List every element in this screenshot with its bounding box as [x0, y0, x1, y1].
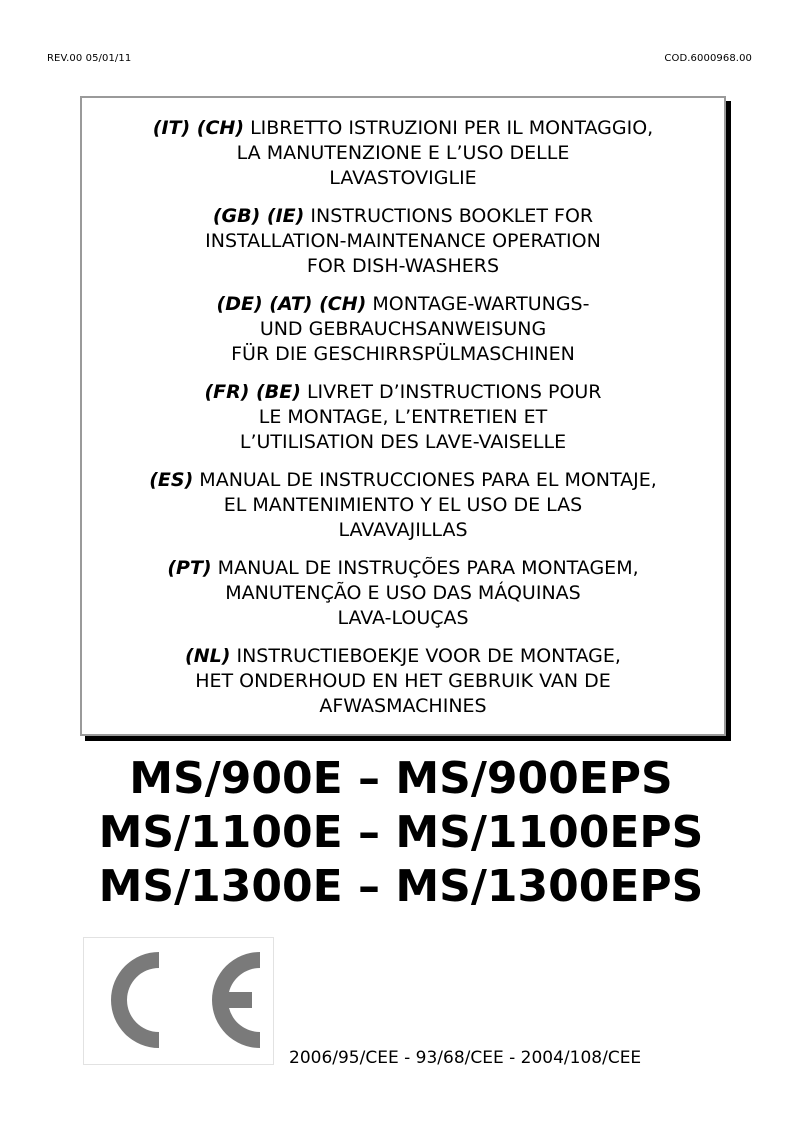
model-line: MS/900E – MS/900EPS	[129, 753, 673, 804]
lang-line: INSTALLATION-MAINTENANCE OPERATION	[205, 230, 601, 252]
lang-code: (ES)	[149, 469, 194, 491]
ce-letter-e	[212, 952, 260, 1048]
lang-line: MANUAL DE INSTRUCCIONES PARA EL MONTAJE,	[199, 469, 657, 491]
directives-list: 2006/95/CEE - 93/68/CEE - 2004/108/CEE	[289, 1048, 642, 1068]
lang-line: FOR DISH-WASHERS	[306, 255, 500, 277]
language-titles-box	[80, 96, 726, 736]
lang-block-de	[82, 292, 724, 367]
lang-line: INSTRUCTIONS BOOKLET FOR	[310, 205, 594, 227]
lang-line: MANUTENÇÃO E USO DAS MÁQUINAS	[225, 582, 581, 604]
lang-line: AFWASMACHINES	[319, 695, 487, 717]
lang-line: LAVA-LOUÇAS	[337, 607, 469, 629]
lang-line: LAVAVAJILLAS	[338, 519, 468, 541]
lang-line: MANUAL DE INSTRUÇÕES PARA MONTAGEM,	[217, 557, 639, 579]
lang-line: HET ONDERHOUD EN HET GEBRUIK VAN DE	[195, 670, 611, 692]
ce-letter-c	[111, 952, 159, 1048]
lang-line: LAVASTOVIGLIE	[329, 167, 477, 189]
lang-line: EL MANTENIMIENTO Y EL USO DE LAS	[223, 494, 583, 516]
model-list	[0, 752, 802, 914]
lang-code: (FR) (BE)	[204, 381, 301, 403]
lang-line: LA MANUTENZIONE E L’USO DELLE	[236, 142, 570, 164]
lang-code: (NL)	[185, 645, 231, 667]
lang-block-gb	[82, 204, 724, 279]
lang-code: (IT) (CH)	[152, 117, 245, 139]
lang-block-es	[82, 468, 724, 543]
lang-block-it	[82, 116, 724, 191]
lang-line: MONTAGE-WARTUNGS-	[372, 293, 590, 315]
lang-block-fr	[82, 380, 724, 455]
document-code: COD.6000968.00	[664, 53, 752, 64]
lang-line: LIVRET D’INSTRUCTIONS POUR	[306, 381, 602, 403]
revision-label: REV.00 05/01/11	[47, 53, 132, 64]
lang-code: (PT)	[167, 557, 212, 579]
lang-line: UND GEBRAUCHSANWEISUNG	[259, 318, 547, 340]
lang-line: L’UTILISATION DES LAVE-VAISELLE	[239, 431, 567, 453]
ce-mark-logo	[83, 937, 274, 1065]
lang-code: (GB) (IE)	[212, 205, 305, 227]
lang-line: LIBRETTO ISTRUZIONI PER IL MONTAGGIO,	[250, 117, 654, 139]
lang-block-pt	[82, 556, 724, 631]
lang-line: LE MONTAGE, L’ENTRETIEN ET	[258, 406, 548, 428]
lang-code: (DE) (AT) (CH)	[216, 293, 367, 315]
lang-line: INSTRUCTIEBOEKJE VOOR DE MONTAGE,	[236, 645, 621, 667]
ce-mark-icon	[84, 938, 273, 1064]
model-line: MS/1100E – MS/1100EPS	[98, 807, 704, 858]
lang-block-nl	[82, 644, 724, 719]
lang-line: FÜR DIE GESCHIRRSPÜLMASCHINEN	[231, 343, 575, 365]
model-line: MS/1300E – MS/1300EPS	[98, 861, 704, 912]
